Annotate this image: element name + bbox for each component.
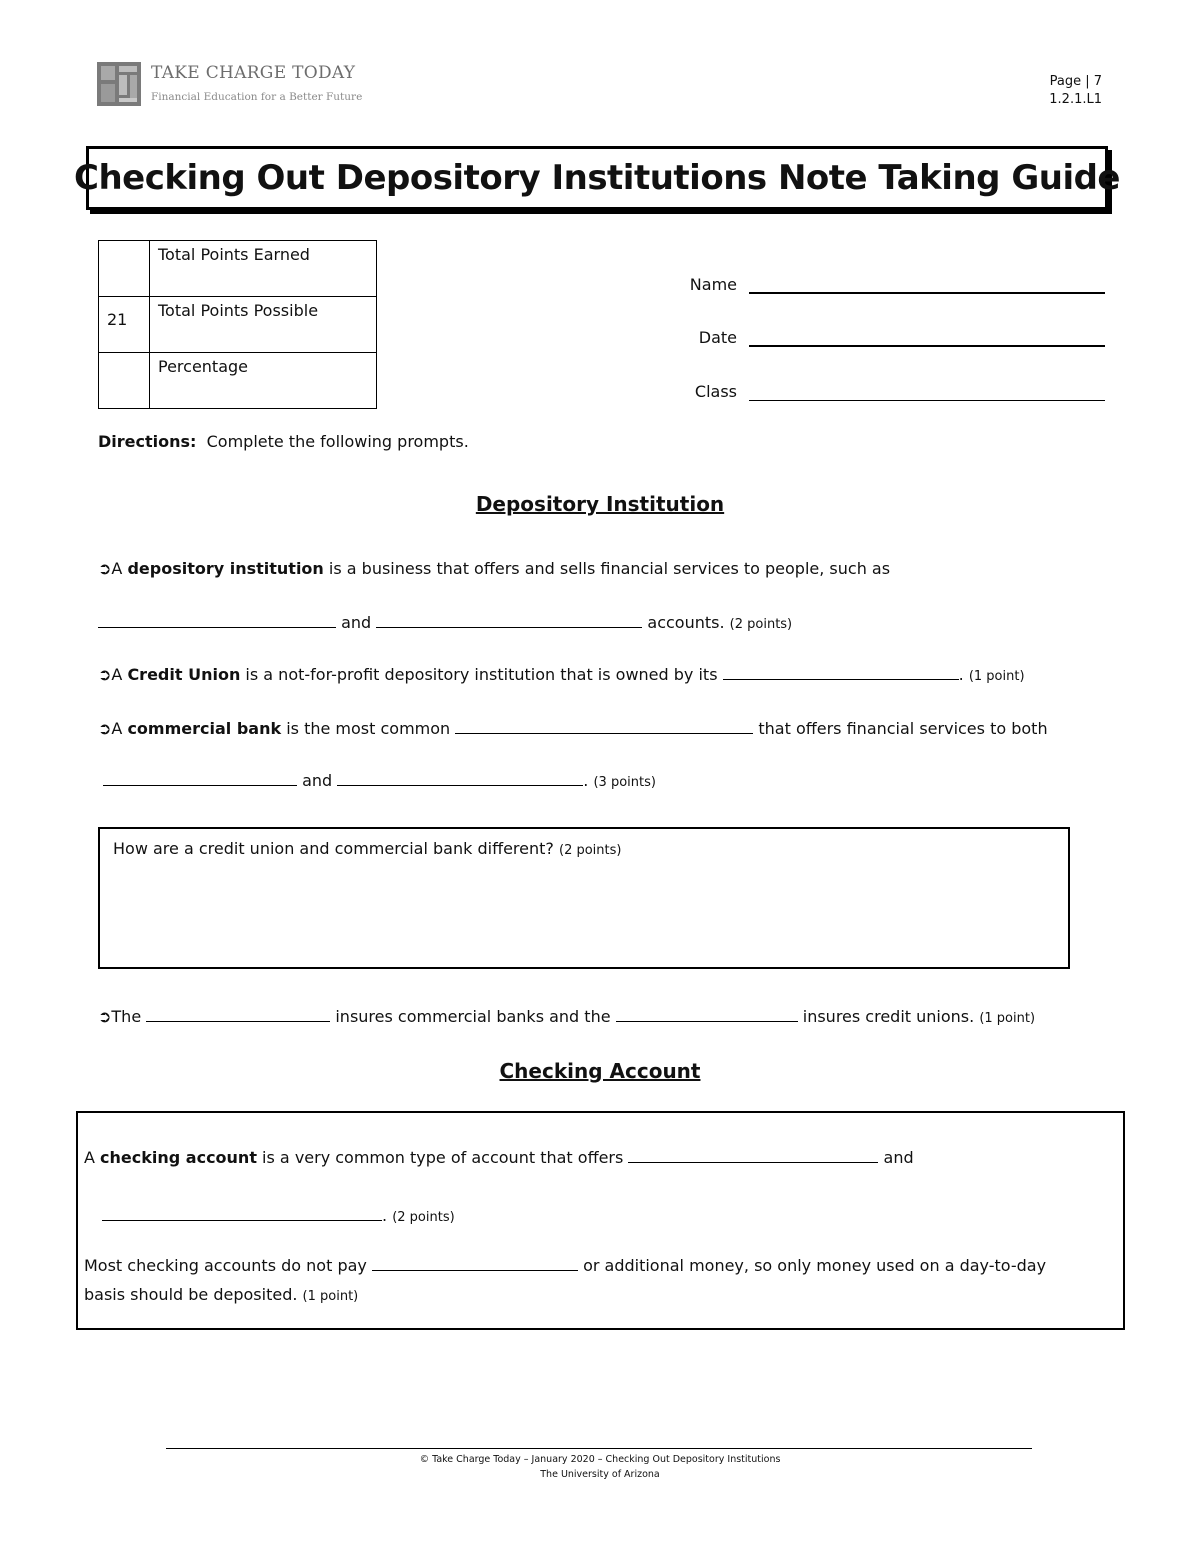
insurance-line: [98, 1005, 1035, 1026]
item-prefix: A: [84, 1148, 101, 1167]
question-box[interactable]: [98, 827, 1070, 969]
take-charge-today-logo-icon: [97, 62, 141, 106]
blank-field[interactable]: [376, 611, 642, 628]
item-text-rest: or additional money, so only money used on a day-to-day: [583, 1256, 1047, 1275]
and-text: and: [302, 771, 333, 790]
depository-definition-line1: [98, 559, 890, 578]
blank-field[interactable]: [628, 1146, 878, 1163]
name-row: [685, 270, 1105, 294]
directions-text: Complete the following prompts.: [206, 432, 469, 451]
accounts-text: accounts.: [647, 613, 725, 632]
item-text: is a very common type of account that offers: [256, 1148, 624, 1167]
percentage-label: Percentage: [150, 353, 377, 409]
blank-field[interactable]: [103, 769, 297, 786]
class-label: Class: [694, 382, 737, 401]
arrow-icon: ➲: [98, 1007, 112, 1026]
date-label: Date: [698, 328, 737, 347]
and-text: and: [883, 1148, 914, 1167]
blank-field[interactable]: [616, 1005, 798, 1022]
points-note: (3 points): [593, 775, 656, 790]
footer-university: The University of Arizona: [540, 1469, 660, 1480]
blank-field[interactable]: [98, 611, 336, 628]
lesson-code: 1.2.1.L1: [1049, 92, 1102, 107]
checking-line3: [84, 1254, 1046, 1275]
item-text: insures commercial banks and the: [335, 1007, 611, 1026]
page-label: Page | 7: [1049, 74, 1102, 89]
name-field[interactable]: [749, 272, 1105, 294]
directions-label: Directions:: [98, 432, 197, 451]
credit-union-line: [98, 663, 1025, 684]
page-number: [1049, 73, 1102, 109]
commercial-bank-line2: [103, 769, 656, 790]
blank-field[interactable]: [455, 717, 753, 734]
blank-field[interactable]: [372, 1254, 578, 1271]
item-text: is a not-for-profit depository institution that is owned by its: [240, 665, 718, 684]
checking-line1: [84, 1146, 914, 1167]
period: .: [382, 1206, 388, 1225]
directions: [98, 432, 469, 451]
page-title: Checking Out Depository Institutions Note Taking Guide: [74, 158, 1120, 198]
item-prefix: A: [111, 719, 128, 738]
footer-divider: [166, 1448, 1032, 1449]
table-row: [99, 353, 377, 409]
checking-line2: [102, 1204, 455, 1225]
depository-definition-line2: [98, 611, 792, 632]
points-note: (2 points): [392, 1210, 455, 1225]
footer-copyright: © Take Charge Today – January 2020 – Checking Out Depository Institutions: [419, 1454, 781, 1465]
name-label: Name: [689, 275, 737, 294]
section-heading-depository: Depository Institution: [475, 492, 725, 516]
item-prefix: The: [111, 1007, 142, 1026]
blank-field[interactable]: [146, 1005, 330, 1022]
checking-account-box: [76, 1111, 1125, 1330]
term-checking-account: checking account: [100, 1148, 257, 1167]
and-text: and: [341, 613, 372, 632]
table-row: [99, 241, 377, 297]
class-field[interactable]: [749, 380, 1105, 401]
term-commercial-bank: commercial bank: [127, 719, 282, 738]
blank-field[interactable]: [723, 663, 959, 680]
logo: [97, 62, 367, 106]
question-prompt: How are a credit union and commercial bank different?: [113, 839, 554, 858]
item-prefix: A: [111, 559, 128, 578]
section-heading-checking: Checking Account: [499, 1059, 701, 1083]
item-text: Most checking accounts do not pay: [84, 1256, 367, 1275]
points-note: (2 points): [729, 617, 793, 632]
date-field[interactable]: [749, 325, 1105, 347]
points-note: (1 point): [968, 669, 1025, 684]
question-text: [113, 839, 621, 858]
commercial-bank-line1: [98, 717, 1048, 738]
table-row: [99, 297, 377, 353]
arrow-icon: ➲: [98, 719, 112, 738]
blank-field[interactable]: [337, 769, 583, 786]
percentage-value[interactable]: [99, 353, 150, 409]
arrow-icon: ➲: [98, 665, 112, 684]
period: .: [958, 665, 964, 684]
points-table: [98, 240, 377, 409]
period: .: [583, 771, 589, 790]
points-possible-label: Total Points Possible: [150, 297, 377, 353]
logo-title: TAKE CHARGE TODAY: [151, 63, 356, 83]
item-text: is the most common: [281, 719, 451, 738]
checking-line4: [84, 1285, 358, 1304]
item-text-after: that offers financial services to both: [758, 719, 1048, 738]
item-text: basis should be deposited.: [84, 1285, 298, 1304]
title-box: [74, 146, 1120, 210]
class-row: [685, 377, 1105, 401]
term-credit-union: Credit Union: [127, 665, 241, 684]
logo-subtitle: Financial Education for a Better Future: [151, 91, 363, 103]
item-prefix: A: [111, 665, 128, 684]
points-note: (1 point): [302, 1289, 359, 1304]
item-text: is a business that offers and sells financial services to people, such as: [323, 559, 891, 578]
points-note: (1 point): [979, 1011, 1036, 1026]
term-depository-institution: depository institution: [127, 559, 324, 578]
date-row: [685, 323, 1105, 347]
arrow-icon: ➲: [98, 559, 112, 578]
points-earned-label: Total Points Earned: [150, 241, 377, 297]
blank-field[interactable]: [102, 1204, 382, 1221]
points-note: (2 points): [559, 843, 622, 858]
item-text-end: insures credit unions.: [802, 1007, 975, 1026]
points-possible-value: 21: [99, 297, 150, 353]
points-earned-value[interactable]: [99, 241, 150, 297]
